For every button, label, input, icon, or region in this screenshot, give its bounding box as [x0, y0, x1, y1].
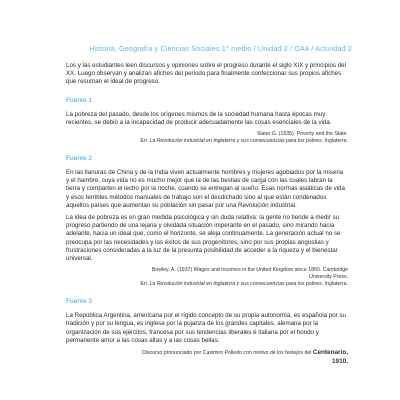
source-3-text: La República Argentina, americana por el rígido concepto de su propia autonomía, es española por su tradición y por su lengua, es inglesa por la pujanza de los grandes capitales, alemana por la organización de sus ejércitos, francesa por sus tendencias liberales é italiana por el hondo y permanente amor a las cosas altas y a las cosas bellas.: [66, 312, 346, 344]
source-1-reference-title: La Revolución industrial en Inglaterra y sus consecuencias para los pobres: [149, 138, 322, 145]
source-2-citation-line-2: University Press.: [309, 274, 348, 281]
source-2-reference: [66, 281, 348, 288]
intro-paragraph: Los y las estudiantes leen discursos y opiniones sobre el progreso durante el siglo XIX y principios del XX. Luego observan y analizan afiches del periodo para finalmente confeccionar sus propios afiches que resuman el ideal de progreso.: [66, 62, 346, 86]
source-2-reference-prefix: En:: [140, 281, 150, 288]
breadcrumb: Historia, Geografía y Ciencias Sociales 1° medio / Unidad 2 / OA4 / Actividad 2: [89, 44, 352, 53]
source-2-heading: Fuente 2: [66, 155, 93, 163]
source-3-citation-bold: Centenario,: [312, 349, 348, 357]
source-2-text-1: En las llanuras de China y de la India viven actualmente hombres y mujeres agobiados por la miseria y el hambre, cuya vida no es mucho mejor que la de las bestias de carga con las cuales labran la tierra y comparten el lecho por la noche, cuando se entregan al sueño. Esas normas asiáticas de vida y esos terribles métodos manuales de trabajo son el desdichado sino al que están condenados aquellos países que aumentan su población sin pasar por una Revolución industrial.: [66, 169, 345, 209]
source-2-reference-title: La Revolución industrial en Inglaterra y sus consecuencias para los pobres: [149, 281, 322, 288]
source-1-text: La pobreza del pasado, desde los orígenes mismos de la sociedad humana hasta épocas muy recientes, se debió a la incapacidad de producir adecuadamente las cosas esenciales de la vida.: [66, 110, 332, 126]
source-1-heading: Fuente 1: [66, 96, 93, 104]
source-2-reference-suffix: . Inglaterra.: [321, 281, 348, 288]
source-3-citation-year: 1910.: [332, 357, 348, 365]
source-1-reference: [66, 138, 348, 145]
source-1-reference-prefix: En:: [140, 138, 150, 145]
source-2-text-2: La idea de pobreza es en gran medida psicológica y sin duda relativa: la gente no tiende a medir su progreso partiendo de una lejana y olvidada situación imperante en el pasado, sino mirando hacia adelante, hacia un ideal que, como el horizonte, se aleja continuamente. La generación actual no se preocupa por las necesidades y los éxitos de sus progenitores, sino por sus propias angustias y frustraciones consideradas a la luz de la presunta posibilidad de acceder a la riqueza y el bienestar universal.: [66, 214, 341, 263]
source-3-citation-prefix: Discurso pronunciado por Casimiro Polledo con motivo de los festejos del: [142, 350, 313, 357]
source-2-citation-line-1: Bowley, A. (1937) Wages and Incomes in the United Kingdom since 1860. Cambridge: [151, 267, 348, 274]
document-content: [66, 62, 348, 366]
source-1-reference-suffix: . Inglaterra.: [321, 138, 348, 145]
source-3-citation: [66, 349, 348, 358]
source-3-heading: Fuente 3: [66, 298, 93, 306]
source-1-citation: Slater G. (1935). Poverty and the State.: [256, 131, 348, 138]
source-3-citation-year-line: [66, 358, 348, 367]
